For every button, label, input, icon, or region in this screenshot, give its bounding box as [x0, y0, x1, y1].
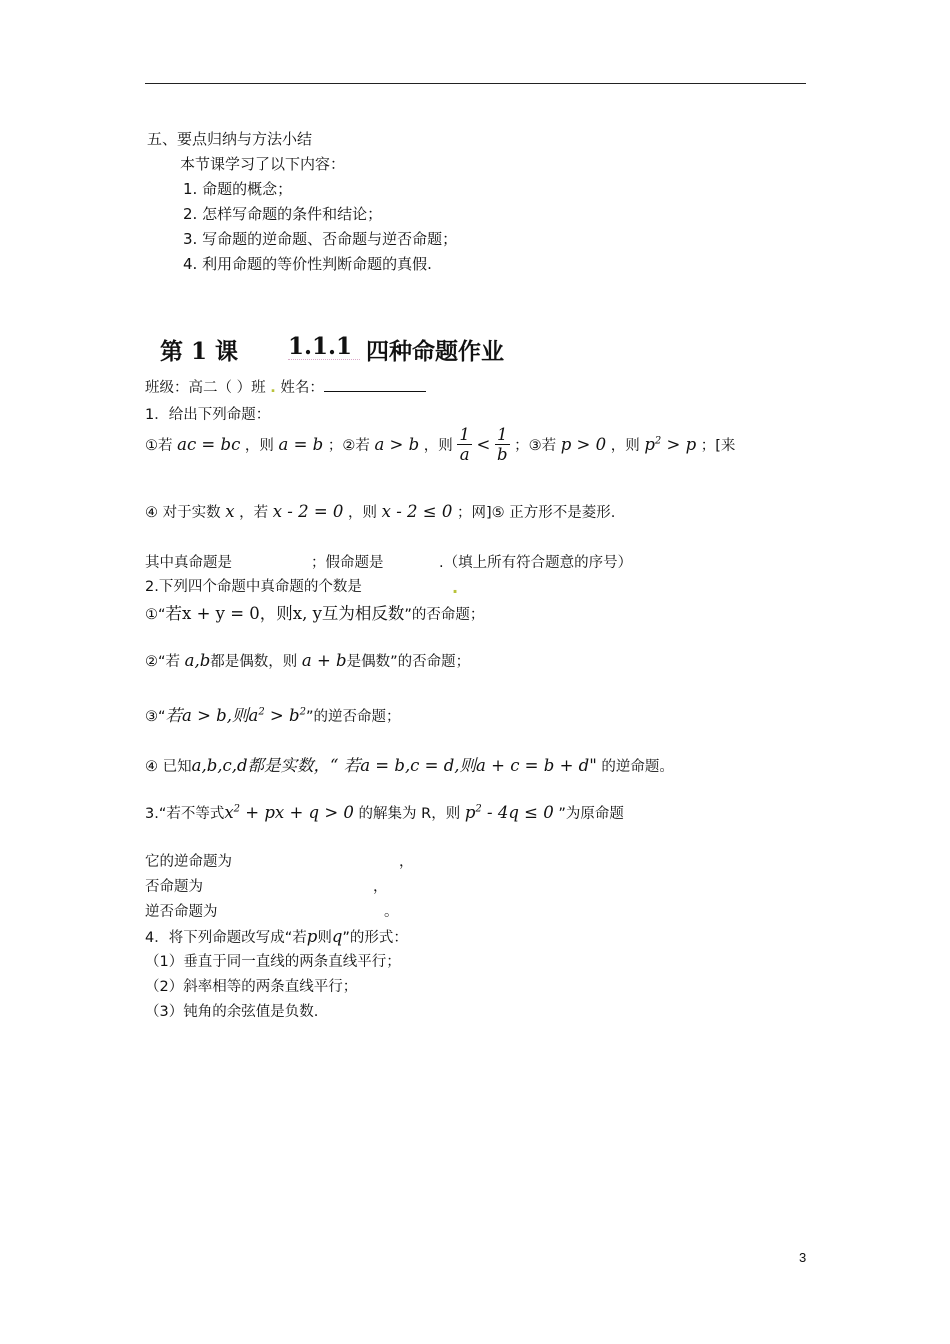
- fraction-1-over-b: [495, 425, 510, 464]
- q1-line-1: [145, 425, 735, 464]
- q1-answer-true-label: 其中真命题是: [145, 555, 232, 571]
- q4-intro-c: ”的形式：: [342, 930, 408, 946]
- q3-contrapositive-label: 逆否命题为: [145, 904, 218, 920]
- frac-a-den: a: [459, 445, 470, 464]
- q3-m1b: + px + q > 0: [240, 803, 354, 822]
- q1-answer-false-label: ；假命题是: [311, 555, 384, 571]
- q1-l2-t1: ，若: [239, 505, 269, 521]
- q3-m1a: x: [224, 803, 234, 822]
- q1-l1-t5: ，则: [610, 438, 640, 454]
- summary-item-3: 3. 写命题的逆命题、否命题与逆否命题；: [183, 230, 458, 248]
- q2-i3-sup2: 2: [299, 706, 306, 718]
- q1-l2-t3: ；网]⑤ 正方形不是菱形.: [456, 505, 616, 521]
- summary-item-1: 1. 命题的概念；: [183, 180, 293, 198]
- frac-a-num: 1: [459, 425, 470, 444]
- q3-inverse-label: 否命题为: [145, 879, 203, 895]
- header-rule: [145, 83, 806, 84]
- q1-answer-hint: .（填上所有符合题意的序号）: [439, 555, 633, 571]
- q1-l2-m2: x - 2 = 0: [272, 502, 344, 521]
- name-blank: [324, 377, 426, 392]
- q2-i3-math-a: 若a > b,则a: [165, 706, 259, 725]
- q3-m2b: - 4q ≤ 0: [481, 803, 554, 822]
- q2-item-2: [145, 650, 470, 671]
- q1-l1-t1: ，则: [244, 438, 274, 454]
- green-dot-2: .: [452, 578, 459, 597]
- q3-statement: [145, 802, 624, 823]
- q3-contrapositive-end: 。: [384, 904, 399, 920]
- frac-b-den: b: [496, 445, 508, 464]
- q2-i3-math-b: > b: [264, 706, 300, 725]
- q2-item-3: [145, 702, 400, 726]
- green-dot: .: [270, 380, 276, 396]
- q3-pre: 3.“若不等式: [145, 806, 225, 822]
- q2-intro: 2.下列四个命题中真命题的个数是: [145, 579, 362, 595]
- q2-item-4: [145, 752, 674, 776]
- q2-i3-pre: ③“: [145, 709, 166, 725]
- q1-l2-m3: x - 2 ≤ 0: [381, 502, 453, 521]
- q3-m1: [224, 803, 354, 822]
- q3-inverse-end: ，: [373, 879, 388, 895]
- q1-l1-p1: ①若: [145, 438, 173, 454]
- q1-l1-m5: [644, 435, 696, 454]
- summary-heading: 五、要点归纳与方法小结: [147, 130, 313, 148]
- q1-l1-m5b: > p: [661, 435, 697, 454]
- q1-l1-m2: a = b: [278, 435, 324, 454]
- title-underline: [288, 359, 360, 360]
- q3-m2sup: 2: [475, 803, 482, 815]
- q1-l1-m4: p > 0: [560, 435, 607, 454]
- less-than-sign: <: [476, 435, 491, 454]
- q1-l2-p1: ④ 对于实数: [145, 505, 221, 521]
- q1-l1-t3: ，则: [423, 438, 453, 454]
- summary-item-4: 4. 利用命题的等价性判断命题的真假.: [183, 255, 432, 273]
- q1-l1-m5sup: 2: [654, 435, 662, 447]
- q2-item-1: [145, 600, 484, 624]
- frac-b-num: 1: [495, 425, 510, 445]
- q2-i1-pre: ①“: [145, 607, 166, 623]
- name-label: 姓名：: [280, 380, 324, 396]
- q1-l1-t6: ；[来: [700, 438, 736, 454]
- class-label: 班级：高二（ ）班: [145, 380, 271, 396]
- q1-l1-t2: ；②若: [327, 438, 370, 454]
- class-line: [145, 376, 426, 397]
- q2-i3-math: [166, 706, 306, 725]
- q2-i4-pre: ④ 已知: [145, 759, 192, 775]
- q4-item-1: （1）垂直于同一直线的两条直线平行；: [145, 954, 401, 970]
- q3-m1sup: 2: [233, 803, 241, 815]
- q3-post: ”为原命题: [558, 806, 624, 822]
- q2-i2-m2: a + b: [301, 651, 347, 670]
- q4-intro-a: 4．将下列命题改写成“若: [145, 930, 307, 946]
- q2-i4-post: 的逆命题。: [601, 759, 674, 775]
- q2-i2-t2: 是偶数”的否命题；: [346, 654, 471, 670]
- q3-m2a: p: [464, 803, 476, 822]
- q2-i2-t1: 都是偶数，则: [210, 654, 298, 670]
- q1-l1-m3: a > b: [374, 435, 420, 454]
- lesson-title-number: 1.1.1: [288, 333, 353, 360]
- page-number: 3: [799, 1250, 807, 1265]
- q1-line-2: [145, 501, 615, 522]
- q4-item-2: （2）斜率相等的两条直线平行；: [145, 979, 358, 995]
- q3-mid: 的解集为 R，则: [358, 806, 461, 822]
- q4-item-3: （3）钝角的余弦值是负数.: [145, 1004, 319, 1020]
- q4-intro-b: 则: [317, 930, 332, 946]
- q1-l1-m5a: p: [644, 435, 655, 454]
- q1-intro: 1．给出下列命题：: [145, 407, 271, 423]
- q2-i3-post: ”的逆否命题；: [305, 709, 401, 725]
- q2-i3-sup1: 2: [258, 706, 265, 718]
- q3-converse-label: 它的逆命题为: [145, 854, 232, 870]
- q1-l2-m1: x: [225, 502, 235, 521]
- q4-p: p: [306, 927, 318, 946]
- summary-item-2: 2. 怎样写命题的条件和结论；: [183, 205, 383, 223]
- q4-intro: [145, 926, 408, 947]
- q2-i1-post: ”的否命题；: [404, 607, 485, 623]
- lesson-title-right: 四种命题作业: [366, 338, 504, 365]
- lesson-title-left: 第 1 课: [160, 338, 239, 365]
- summary-intro: 本节课学习了以下内容：: [180, 155, 346, 173]
- q1-l1-m1: ac = bc: [177, 435, 241, 454]
- q2-i4-m1: a,b,c,d都是实数，“ 若a = b,c = d,则a + c = b + d": [191, 756, 597, 775]
- q1-l2-t2: ，则: [348, 505, 378, 521]
- q4-q: q: [331, 927, 343, 946]
- fraction-1-over-a: [457, 425, 472, 464]
- q2-i2-pre: ②“若: [145, 654, 181, 670]
- q2-i2-m1: a,b: [184, 651, 211, 670]
- q3-m2: [465, 803, 554, 822]
- q3-converse-end: ，: [399, 854, 414, 870]
- q1-l1-t4: ；③若: [514, 438, 557, 454]
- q2-i1-math: 若x + y = 0，则x, y互为相反数: [165, 604, 405, 623]
